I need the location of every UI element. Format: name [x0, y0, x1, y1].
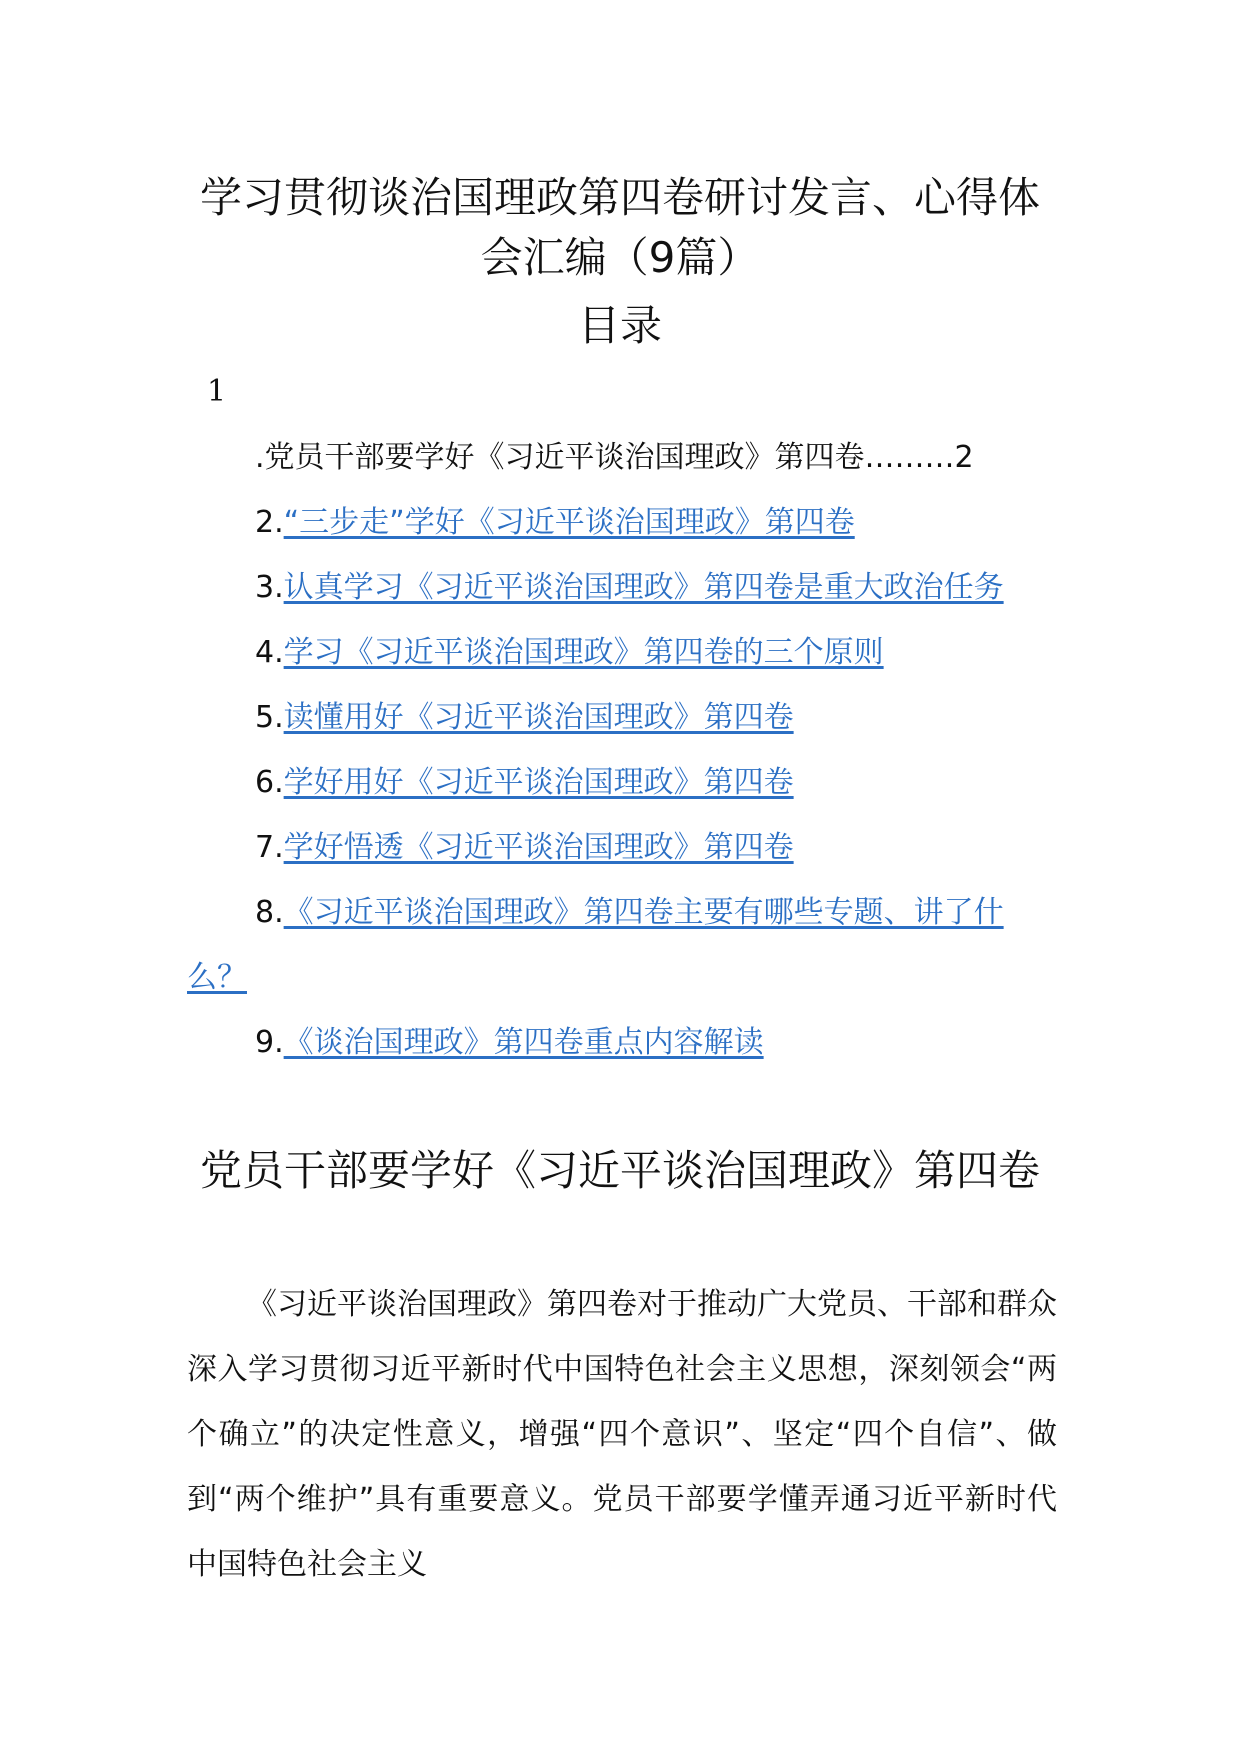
document-title: 学习贯彻谈治国理政第四卷研讨发言、心得体会汇编（9篇）	[199, 173, 1040, 282]
toc-item-number: 5.	[255, 700, 284, 735]
toc-item-6	[187, 750, 1057, 815]
toc-item-number: 4.	[255, 635, 284, 670]
toc-heading: 目录	[577, 301, 662, 350]
toc-link[interactable]: 学好悟透《习近平谈治国理政》第四卷	[283, 830, 794, 865]
toc-item-number: 7.	[255, 830, 284, 865]
toc-link[interactable]: 《谈治国理政》第四卷重点内容解读	[283, 1025, 764, 1060]
toc-item-number: 9.	[255, 1025, 284, 1060]
toc-item-9	[187, 1010, 1057, 1075]
toc-item-1	[187, 425, 1057, 490]
toc-item-number: 3.	[255, 570, 284, 605]
table-of-contents	[187, 425, 1057, 1075]
toc-item-number: 6.	[255, 765, 284, 800]
toc-item-3	[187, 555, 1057, 620]
toc-item-number: 2.	[255, 505, 284, 540]
toc-link[interactable]: 读懂用好《习近平谈治国理政》第四卷	[283, 700, 794, 735]
toc-item-2	[187, 490, 1057, 555]
toc-item-8	[187, 880, 1057, 1010]
toc-item-4	[187, 620, 1057, 685]
toc-link[interactable]: 认真学习《习近平谈治国理政》第四卷是重大政治任务	[283, 570, 1004, 605]
toc-item-7	[187, 815, 1057, 880]
toc-item-number: 8.	[255, 895, 284, 930]
page-number-marker: 1	[207, 374, 227, 409]
toc-item-5	[187, 685, 1057, 750]
toc-link[interactable]: 《习近平谈治国理政》第四卷主要有哪些专题、讲了什么？	[187, 895, 1004, 995]
section-title: 党员干部要学好《习近平谈治国理政》第四卷	[199, 1146, 1040, 1195]
body-paragraph: 《习近平谈治国理政》第四卷对于推动广大党员、干部和群众深入学习贯彻习近平新时代中国特色社会主义思想，深刻领会“两个确立”的决定性意义，增强“四个意识”、坚定“四个自信”、做到“两个维护”具有重要意义。党员干部要学懂弄通习近平新时代中国特色社会主义	[187, 1287, 1057, 1582]
toc-item-text: .党员干部要学好《习近平谈治国理政》第四卷………2	[255, 440, 974, 475]
toc-link[interactable]: “三步走”学好《习近平谈治国理政》第四卷	[283, 505, 855, 540]
toc-link[interactable]: 学习《习近平谈治国理政》第四卷的三个原则	[283, 635, 884, 670]
toc-link[interactable]: 学好用好《习近平谈治国理政》第四卷	[283, 765, 794, 800]
